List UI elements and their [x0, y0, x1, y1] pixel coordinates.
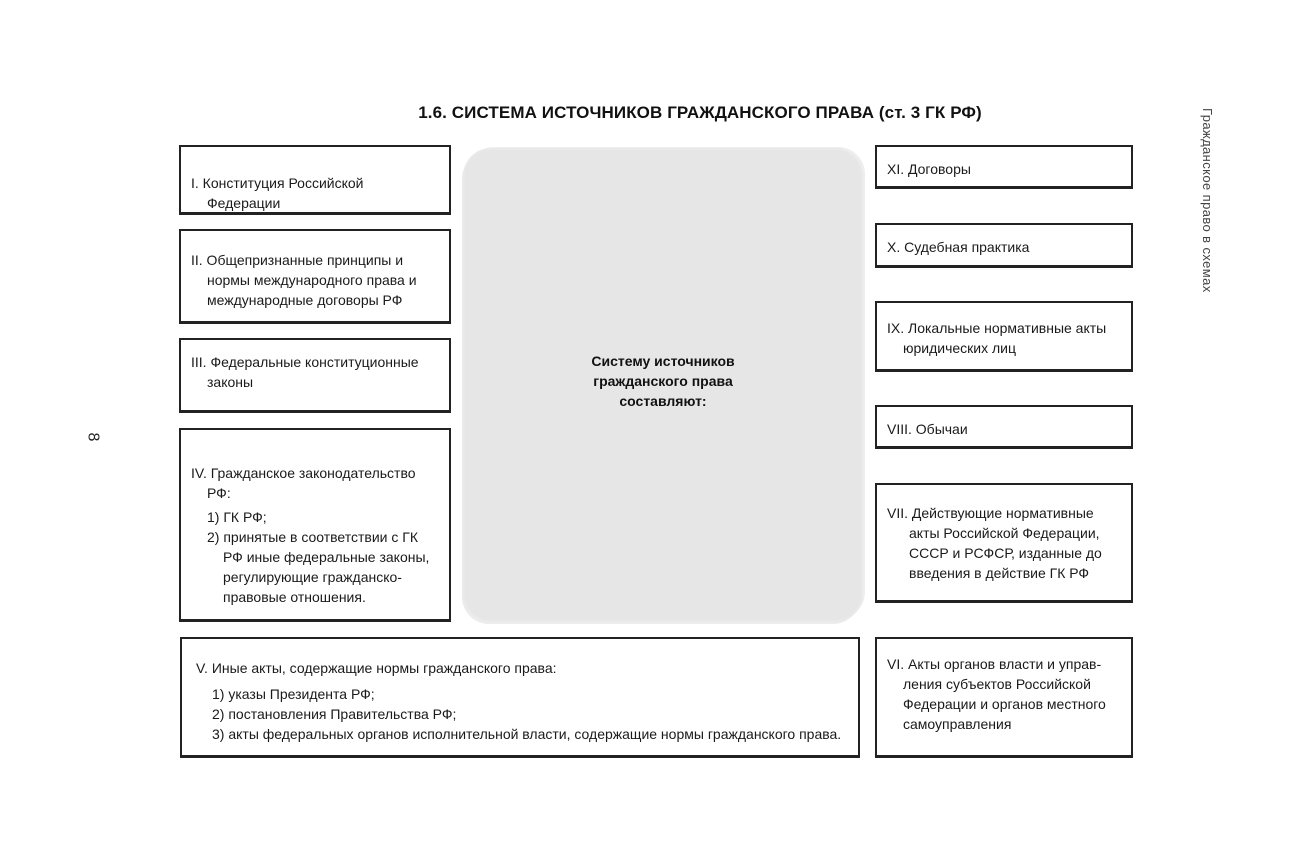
source-box-viii-customs [875, 405, 1133, 449]
list-item: 2) принятые в соответствии с ГК РФ иные федеральные законы, регулирующие гражданско-правовые отношения. [207, 529, 430, 605]
center-caption-line-2: гражданского права [593, 373, 733, 389]
book-running-title: Гражданское право в схемах [1200, 108, 1215, 293]
source-box-label: VIII. Обычаи [887, 421, 968, 437]
source-box-list [207, 507, 439, 607]
source-box-label: VI. Акты органов власти и управления субъектов Российской Федерации и органов местного самоуправления [887, 656, 1106, 732]
list-item: 1) указы Президента РФ; [212, 686, 375, 702]
source-box-xi-contracts [875, 145, 1133, 189]
source-box-list [212, 684, 844, 744]
list-item: 1) ГК РФ; [207, 509, 267, 525]
center-caption-line-3: составляют: [619, 393, 707, 409]
source-box-v-other-acts [180, 637, 860, 758]
source-box-label: II. Общепризнанные принципы и нормы международного права и международные договоры РФ [191, 252, 417, 308]
source-box-x-judicial-practice [875, 223, 1133, 268]
source-box-label: VII. Действующие нормативные акты Российской Федерации, СССР и РСФСР, изданные до введения в действие ГК РФ [887, 505, 1102, 581]
source-box-label: IX. Локальные нормативные акты юридических лиц [887, 320, 1107, 356]
diagram-title: 1.6. СИСТЕМА ИСТОЧНИКОВ ГРАЖДАНСКОГО ПРАВА (ст. 3 ГК РФ) [418, 103, 982, 122]
source-box-label: I. Конституция Российской Федерации [191, 175, 364, 211]
source-box-iii-constitutional-laws [179, 338, 451, 413]
source-box-vii-legacy-acts [875, 483, 1133, 603]
source-box-label: X. Судебная практика [887, 239, 1030, 255]
list-item: 3) акты федеральных органов исполнительной власти, содержащие нормы гражданского права. [212, 726, 842, 742]
source-box-label: IV. Гражданское законодательство РФ: [191, 465, 416, 501]
source-box-vi-regional-acts [875, 637, 1133, 758]
center-caption [465, 351, 861, 411]
source-box-ix-local-acts [875, 301, 1133, 372]
source-box-ii-international-law [179, 229, 451, 324]
source-box-label: V. Иные акты, содержащие нормы гражданского права: [196, 660, 557, 676]
list-item: 2) постановления Правительства РФ; [212, 706, 457, 722]
source-box-label: III. Федеральные конституционные законы [191, 354, 419, 390]
source-box-label: XI. Договоры [887, 161, 971, 177]
source-box-i-constitution [179, 145, 451, 215]
page-number: 8 [84, 432, 102, 442]
source-box-iv-civil-legislation [179, 428, 451, 622]
center-block [465, 150, 861, 620]
center-caption-line-1: Систему источников [591, 353, 735, 369]
